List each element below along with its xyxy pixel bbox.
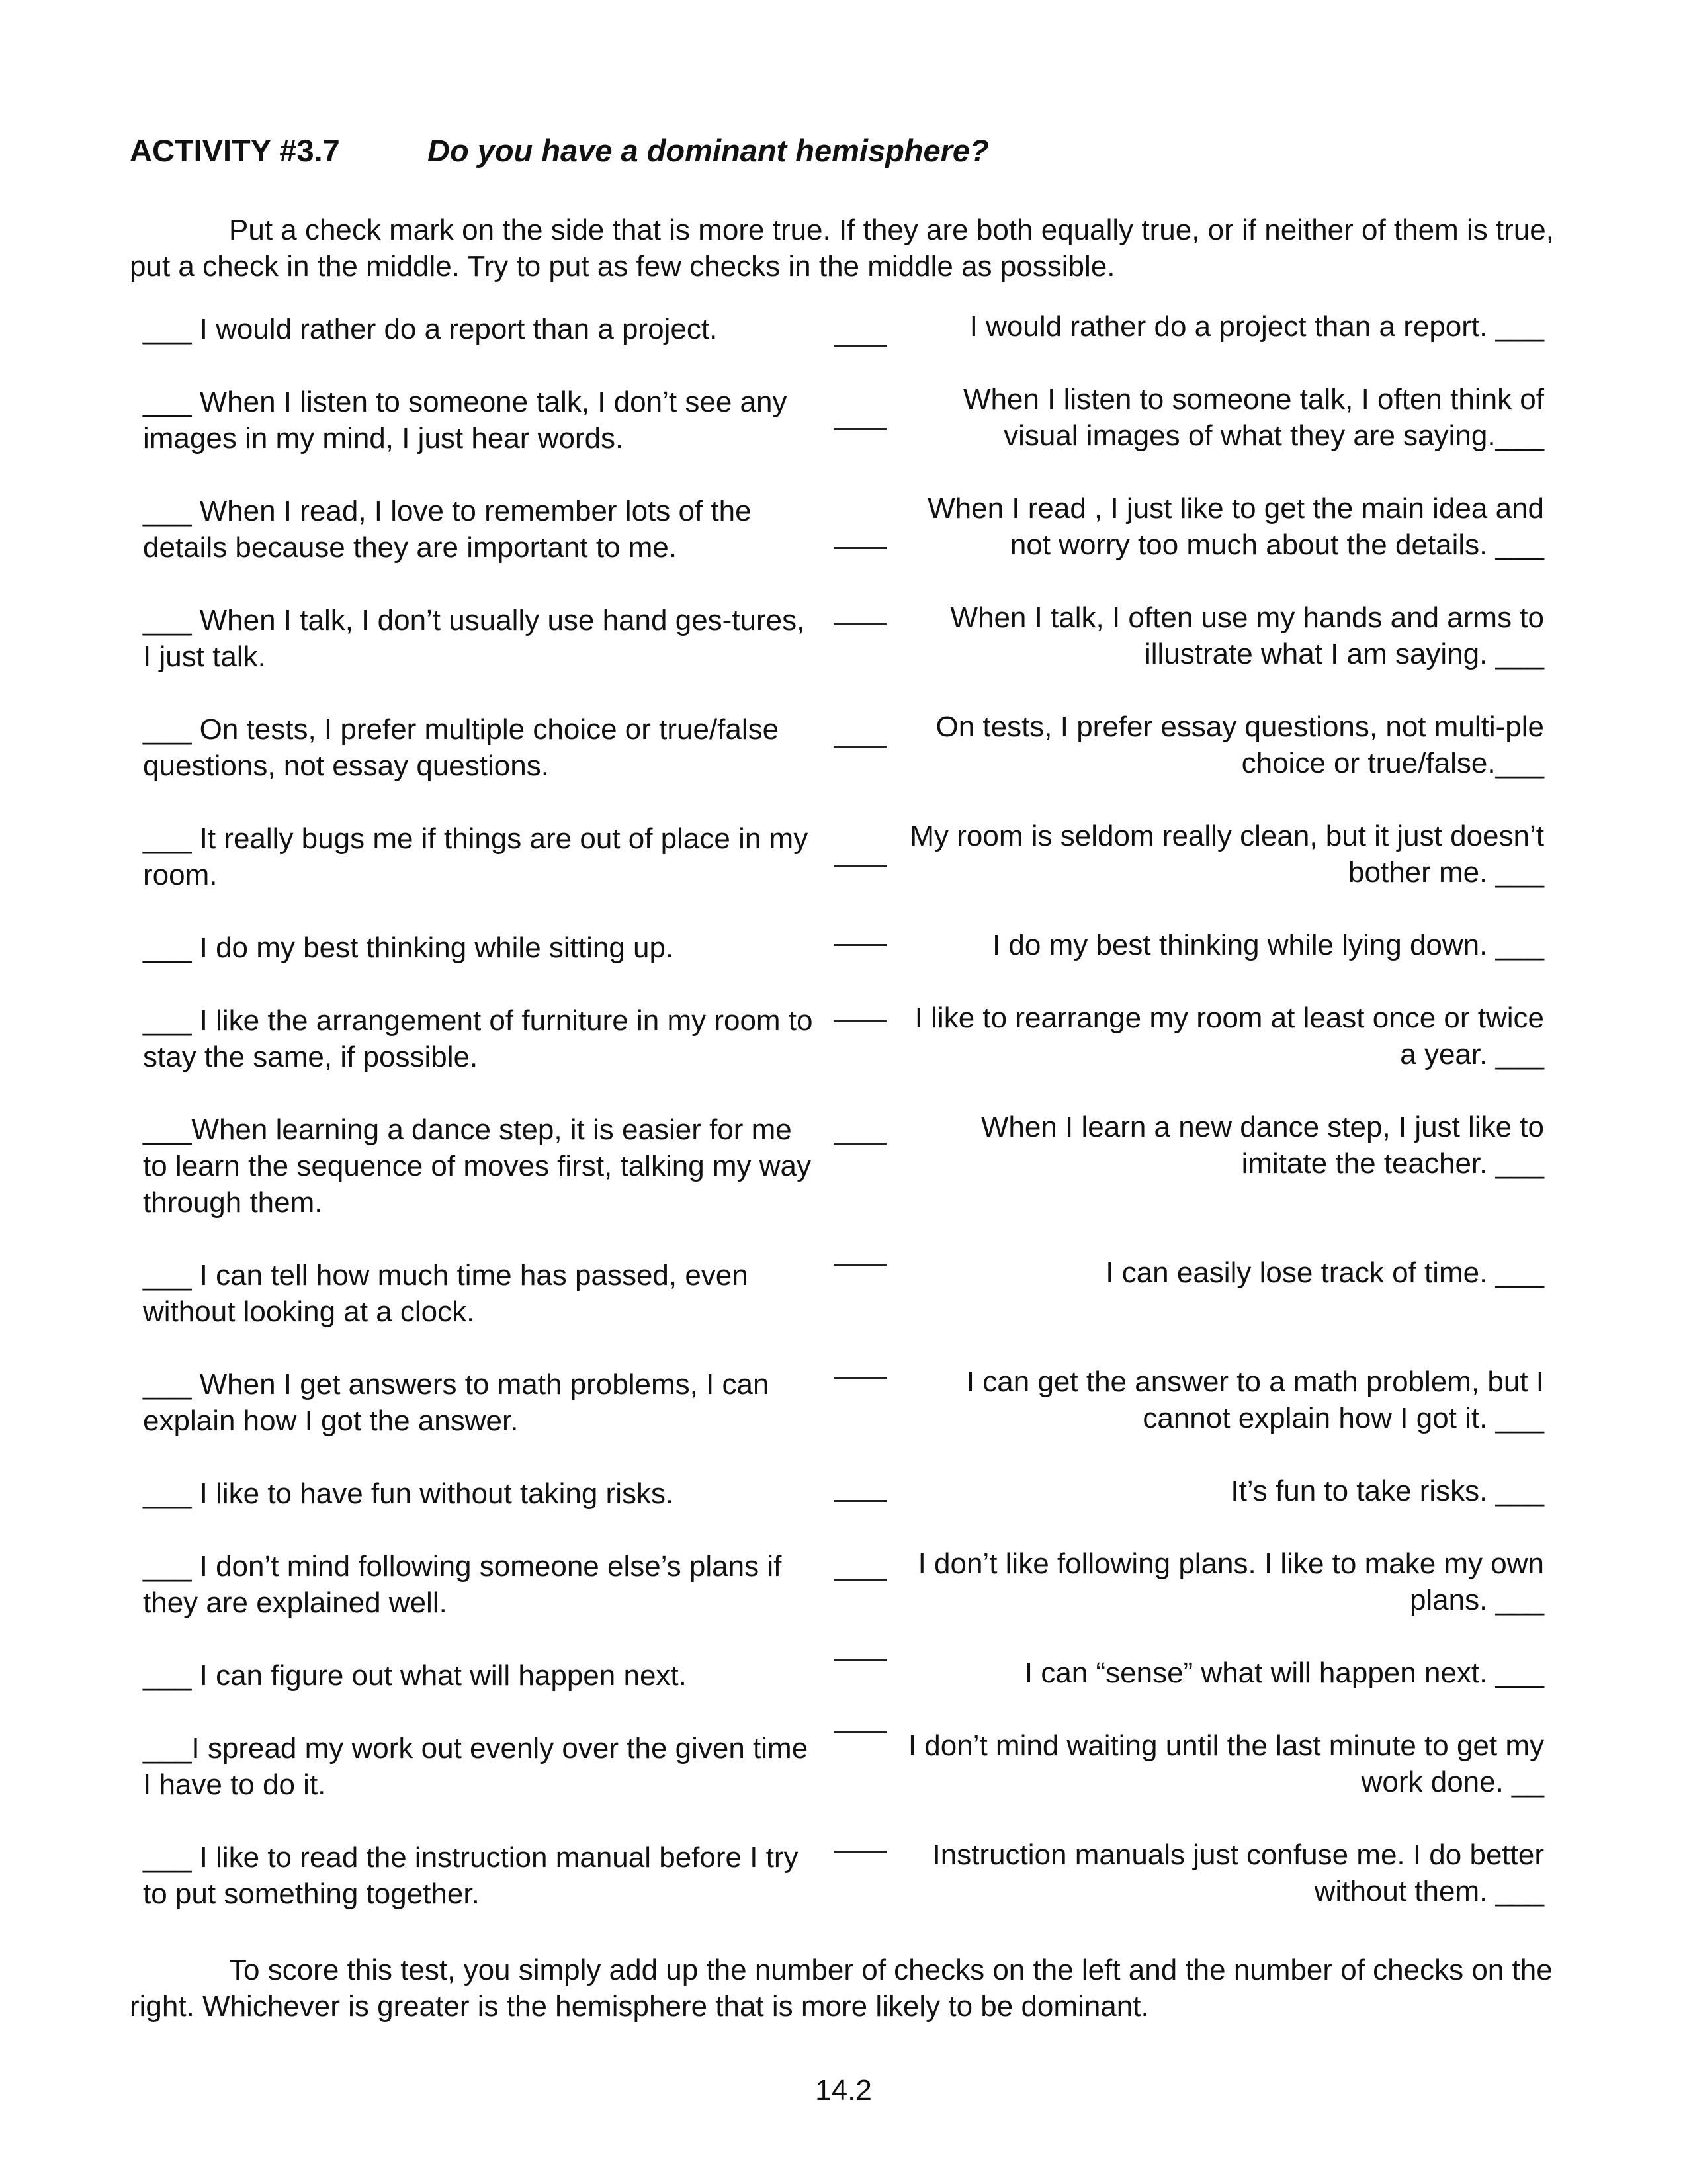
activity-title: Do you have a dominant hemisphere?: [427, 133, 989, 168]
middle-check-blank[interactable]: [834, 1377, 887, 1379]
scoring-paragraph: To score this test, you simply add up the number of checks on the left and the number of checks on the right. Whichever is greater is the hemisphere that is more likely to be dominant.: [130, 1954, 1553, 2023]
left-statement: ___ When I listen to someone talk, I don’t see any images in my mind, I just hear words.: [143, 386, 787, 455]
left-statement: ___ When I get answers to math problems, I can explain how I got the answer.: [143, 1368, 769, 1437]
left-statement: ___ It really bugs me if things are out of place in my room.: [143, 822, 808, 891]
middle-check-blank[interactable]: [834, 746, 887, 748]
right-statement: Instruction manuals just confuse me. I do better without them. ___: [932, 1839, 1544, 1907]
left-statement: ___ I would rather do a report than a project.: [143, 313, 718, 345]
left-statement: ___ I can tell how much time has passed, even without looking at a clock.: [143, 1259, 748, 1328]
right-statement: I would rather do a project than a report. ___: [969, 310, 1544, 343]
left-statement: ___ I like to have fun without taking risks.: [143, 1477, 674, 1510]
left-statement: ___ When I talk, I don’t usually use hand ges-tures, I just talk.: [143, 604, 805, 673]
right-statement: I can get the answer to a math problem, but I cannot explain how I got it. ___: [966, 1366, 1544, 1434]
middle-check-blank[interactable]: [834, 865, 887, 867]
left-statement: ___ I like the arrangement of furniture in my room to stay the same, if possible.: [143, 1004, 813, 1073]
right-statement: I don’t mind waiting until the last minute to get my work done. __: [908, 1729, 1544, 1798]
right-statement: I can “sense” what will happen next. ___: [1024, 1657, 1544, 1689]
right-statement: I like to rearrange my room at least once or twice a year. ___: [914, 1002, 1544, 1070]
middle-check-blank[interactable]: [834, 1851, 887, 1853]
left-statement: ___ When I read, I love to remember lots of the details because they are important to me.: [143, 495, 752, 564]
middle-check-blank[interactable]: [834, 1143, 887, 1145]
middle-check-blank[interactable]: [834, 1731, 887, 1733]
middle-check-blank[interactable]: [834, 623, 887, 625]
left-statement: ___I spread my work out evenly over the given time I have to do it.: [143, 1732, 808, 1801]
right-statement: When I talk, I often use my hands and arms to illustrate what I am saying. ___: [950, 601, 1544, 670]
middle-check-blank[interactable]: [834, 1264, 887, 1266]
instructions-paragraph: Put a check mark on the side that is more true. If they are both equally true, or if neither of them is true, put a check in the middle. Try to put as few checks in the middle as possible.: [130, 214, 1554, 283]
right-statement: When I read , I just like to get the main idea and not worry too much about the details. ___: [928, 492, 1544, 561]
left-statement: ___ I don’t mind following someone else’s plans if they are explained well.: [143, 1550, 782, 1619]
left-statement: ___ On tests, I prefer multiple choice or true/false questions, not essay questions.: [143, 713, 779, 782]
activity-number: ACTIVITY #3.7: [130, 133, 340, 168]
right-statement: I can easily lose track of time. ___: [1105, 1256, 1544, 1289]
middle-check-blank[interactable]: [834, 1500, 887, 1502]
middle-check-blank[interactable]: [834, 1659, 887, 1661]
middle-check-blank[interactable]: [834, 1579, 887, 1581]
middle-check-blank[interactable]: [834, 944, 887, 946]
middle-check-blank[interactable]: [834, 345, 887, 347]
left-statement: ___ I can figure out what will happen next.: [143, 1659, 687, 1692]
right-statement: I do my best thinking while lying down. ___: [992, 929, 1544, 961]
left-statement: ___ I do my best thinking while sitting up.: [143, 932, 674, 964]
middle-check-blank[interactable]: [834, 428, 887, 430]
page-number: 14.2: [815, 2074, 872, 2107]
middle-check-blank[interactable]: [834, 1020, 887, 1022]
right-statement: My room is seldom really clean, but it just doesn’t bother me. ___: [910, 820, 1544, 889]
left-statement: ___When learning a dance step, it is easier for me to learn the sequence of moves first, talking my way through them.: [143, 1114, 812, 1219]
right-statement: When I listen to someone talk, I often think of visual images of what they are saying.___: [963, 383, 1544, 452]
right-statement: I don’t like following plans. I like to make my own plans. ___: [918, 1548, 1544, 1616]
left-statement: ___ I like to read the instruction manual before I try to put something together.: [143, 1841, 799, 1910]
middle-check-blank[interactable]: [834, 547, 887, 549]
right-statement: When I learn a new dance step, I just like to imitate the teacher. ___: [980, 1111, 1544, 1180]
right-statement: On tests, I prefer essay questions, not multi-ple choice or true/false.___: [935, 711, 1544, 779]
right-statement: It’s fun to take risks. ___: [1231, 1475, 1544, 1507]
